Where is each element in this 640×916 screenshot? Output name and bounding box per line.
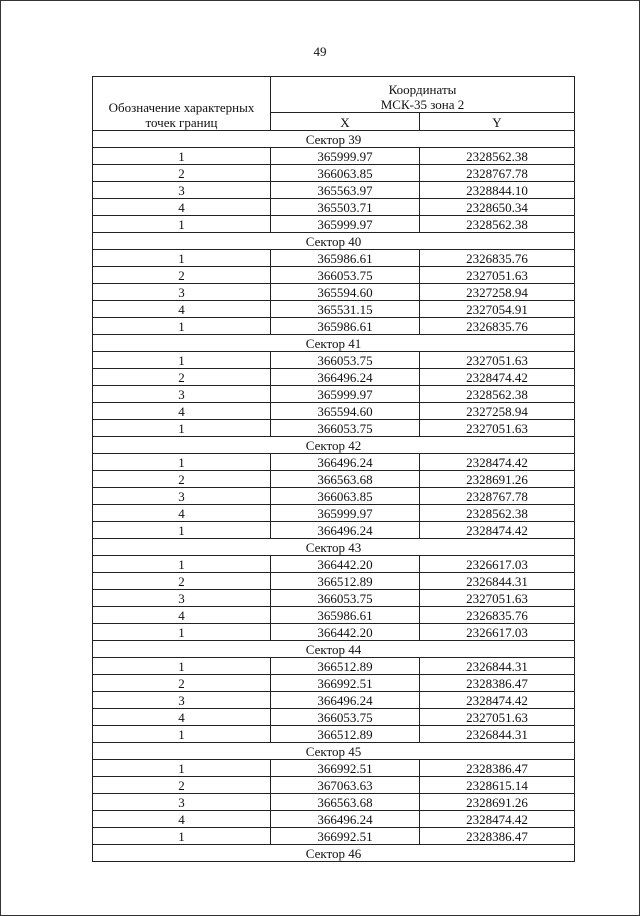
sector-row	[93, 641, 575, 658]
coord-y: 2327258.94	[420, 284, 575, 301]
coord-y: 2328474.42	[420, 522, 575, 539]
sector-row	[93, 437, 575, 454]
coord-x: 366496.24	[271, 811, 420, 828]
coord-y: 2328844.10	[420, 182, 575, 199]
coord-x: 366992.51	[271, 760, 420, 777]
coord-x: 366496.24	[271, 369, 420, 386]
sector-title: Сектор 43	[93, 539, 575, 556]
table-row	[93, 709, 575, 726]
coord-x: 365999.97	[271, 148, 420, 165]
coord-x: 365999.97	[271, 386, 420, 403]
sector-title: Сектор 44	[93, 641, 575, 658]
point-number: 2	[93, 369, 271, 386]
coord-y: 2328562.38	[420, 216, 575, 233]
point-number: 1	[93, 658, 271, 675]
coord-x: 365999.97	[271, 216, 420, 233]
point-number: 1	[93, 148, 271, 165]
point-number: 1	[93, 454, 271, 471]
coord-y: 2326844.31	[420, 573, 575, 590]
coord-x: 365503.71	[271, 199, 420, 216]
table-row	[93, 692, 575, 709]
coord-x: 365531.15	[271, 301, 420, 318]
coord-x: 365594.60	[271, 284, 420, 301]
table-row	[93, 267, 575, 284]
header-coordinates-title: Координаты	[388, 81, 457, 97]
table-row	[93, 590, 575, 607]
coord-x: 366442.20	[271, 556, 420, 573]
coord-y: 2327051.63	[420, 709, 575, 726]
coord-y: 2327051.63	[420, 590, 575, 607]
point-number: 1	[93, 828, 271, 845]
coord-y: 2328562.38	[420, 386, 575, 403]
point-number: 1	[93, 760, 271, 777]
coord-y: 2328650.34	[420, 199, 575, 216]
coord-y: 2328615.14	[420, 777, 575, 794]
point-number: 2	[93, 267, 271, 284]
sector-title: Сектор 46	[93, 845, 575, 862]
coord-y: 2328562.38	[420, 148, 575, 165]
coord-x: 367063.63	[271, 777, 420, 794]
coord-y: 2326617.03	[420, 556, 575, 573]
page-number: 49	[313, 44, 327, 59]
point-number: 4	[93, 709, 271, 726]
coord-y: 2328474.42	[420, 369, 575, 386]
coord-x: 366512.89	[271, 658, 420, 675]
coord-x: 366563.68	[271, 794, 420, 811]
point-number: 4	[93, 199, 271, 216]
table-header	[93, 77, 575, 131]
point-number: 1	[93, 556, 271, 573]
point-number: 1	[93, 250, 271, 267]
table-row	[93, 624, 575, 641]
coord-y: 2327258.94	[420, 403, 575, 420]
coord-y: 2326835.76	[420, 607, 575, 624]
point-number: 4	[93, 505, 271, 522]
table-row	[93, 352, 575, 369]
table-row	[93, 182, 575, 199]
table-row	[93, 505, 575, 522]
point-number: 1	[93, 352, 271, 369]
table-row	[93, 369, 575, 386]
table-row	[93, 777, 575, 794]
coord-x: 365986.61	[271, 250, 420, 267]
table-row	[93, 301, 575, 318]
point-number: 3	[93, 182, 271, 199]
point-number: 3	[93, 590, 271, 607]
point-number: 4	[93, 607, 271, 624]
coord-y: 2328474.42	[420, 811, 575, 828]
coord-y: 2328386.47	[420, 675, 575, 692]
coord-y: 2326617.03	[420, 624, 575, 641]
point-number: 1	[93, 522, 271, 539]
table-body	[93, 131, 575, 862]
point-number: 3	[93, 692, 271, 709]
sector-title: Сектор 45	[93, 743, 575, 760]
coord-y: 2326835.76	[420, 318, 575, 335]
point-number: 2	[93, 471, 271, 488]
coord-y: 2328386.47	[420, 828, 575, 845]
coord-y: 2328386.47	[420, 760, 575, 777]
coord-x: 366512.89	[271, 573, 420, 590]
table-row	[93, 658, 575, 675]
table-row	[93, 403, 575, 420]
coord-y: 2326835.76	[420, 250, 575, 267]
coord-x: 366442.20	[271, 624, 420, 641]
point-number: 4	[93, 301, 271, 318]
coord-y: 2327051.63	[420, 267, 575, 284]
point-number: 1	[93, 624, 271, 641]
point-number: 4	[93, 811, 271, 828]
table-row	[93, 760, 575, 777]
point-number: 1	[93, 318, 271, 335]
coord-y: 2328767.78	[420, 165, 575, 182]
coord-y: 2328691.26	[420, 471, 575, 488]
table-row	[93, 522, 575, 539]
coord-y: 2327051.63	[420, 420, 575, 437]
sector-row	[93, 131, 575, 148]
table-row	[93, 573, 575, 590]
sector-title: Сектор 41	[93, 335, 575, 352]
table-row	[93, 794, 575, 811]
coord-y: 2328562.38	[420, 505, 575, 522]
point-number: 1	[93, 726, 271, 743]
sector-row	[93, 539, 575, 556]
point-number: 1	[93, 216, 271, 233]
table-row	[93, 216, 575, 233]
coord-x: 365999.97	[271, 505, 420, 522]
coord-x: 366992.51	[271, 828, 420, 845]
header-coordinates-system: МСК-35 зона 2	[380, 96, 465, 112]
header-points: Обозначение характерных точек границ	[93, 77, 271, 131]
header-coordinates	[271, 77, 575, 113]
point-number: 3	[93, 284, 271, 301]
table-row	[93, 556, 575, 573]
coord-x: 366063.85	[271, 488, 420, 505]
point-number: 2	[93, 573, 271, 590]
coord-x: 365986.61	[271, 607, 420, 624]
point-number: 2	[93, 777, 271, 794]
coord-y: 2328691.26	[420, 794, 575, 811]
sector-row	[93, 845, 575, 862]
coord-y: 2328474.42	[420, 454, 575, 471]
header-x: X	[271, 112, 420, 130]
sector-row	[93, 335, 575, 352]
point-number: 3	[93, 794, 271, 811]
coord-x: 365563.97	[271, 182, 420, 199]
table-row	[93, 726, 575, 743]
sector-row	[93, 233, 575, 250]
coord-x: 366053.75	[271, 420, 420, 437]
coord-x: 366063.85	[271, 165, 420, 182]
sector-title: Сектор 40	[93, 233, 575, 250]
table-row	[93, 199, 575, 216]
table-row	[93, 454, 575, 471]
coord-x: 366512.89	[271, 726, 420, 743]
table-row	[93, 675, 575, 692]
coord-x: 366053.75	[271, 590, 420, 607]
coord-y: 2326844.31	[420, 726, 575, 743]
point-number: 2	[93, 675, 271, 692]
table-row	[93, 811, 575, 828]
point-number: 3	[93, 488, 271, 505]
coord-x: 366496.24	[271, 692, 420, 709]
coord-x: 366496.24	[271, 454, 420, 471]
table-row	[93, 607, 575, 624]
sector-title: Сектор 39	[93, 131, 575, 148]
coordinates-table	[92, 76, 575, 862]
coord-x: 366992.51	[271, 675, 420, 692]
point-number: 4	[93, 403, 271, 420]
sector-row	[93, 743, 575, 760]
point-number: 1	[93, 420, 271, 437]
coord-x: 366053.75	[271, 709, 420, 726]
table-row	[93, 386, 575, 403]
coord-x: 366053.75	[271, 352, 420, 369]
coord-x: 366496.24	[271, 522, 420, 539]
coord-y: 2328767.78	[420, 488, 575, 505]
table-row	[93, 250, 575, 267]
point-number: 3	[93, 386, 271, 403]
table-row	[93, 148, 575, 165]
table-row	[93, 284, 575, 301]
coord-y: 2328474.42	[420, 692, 575, 709]
table-row	[93, 471, 575, 488]
coord-y: 2326844.31	[420, 658, 575, 675]
coord-x: 365594.60	[271, 403, 420, 420]
table-row	[93, 318, 575, 335]
coord-y: 2327051.63	[420, 352, 575, 369]
point-number: 2	[93, 165, 271, 182]
table-row	[93, 165, 575, 182]
coord-y: 2327054.91	[420, 301, 575, 318]
table-row	[93, 828, 575, 845]
header-y: Y	[420, 112, 575, 130]
coord-x: 366563.68	[271, 471, 420, 488]
table-row	[93, 420, 575, 437]
sector-title: Сектор 42	[93, 437, 575, 454]
coord-x: 366053.75	[271, 267, 420, 284]
table-row	[93, 488, 575, 505]
coord-x: 365986.61	[271, 318, 420, 335]
